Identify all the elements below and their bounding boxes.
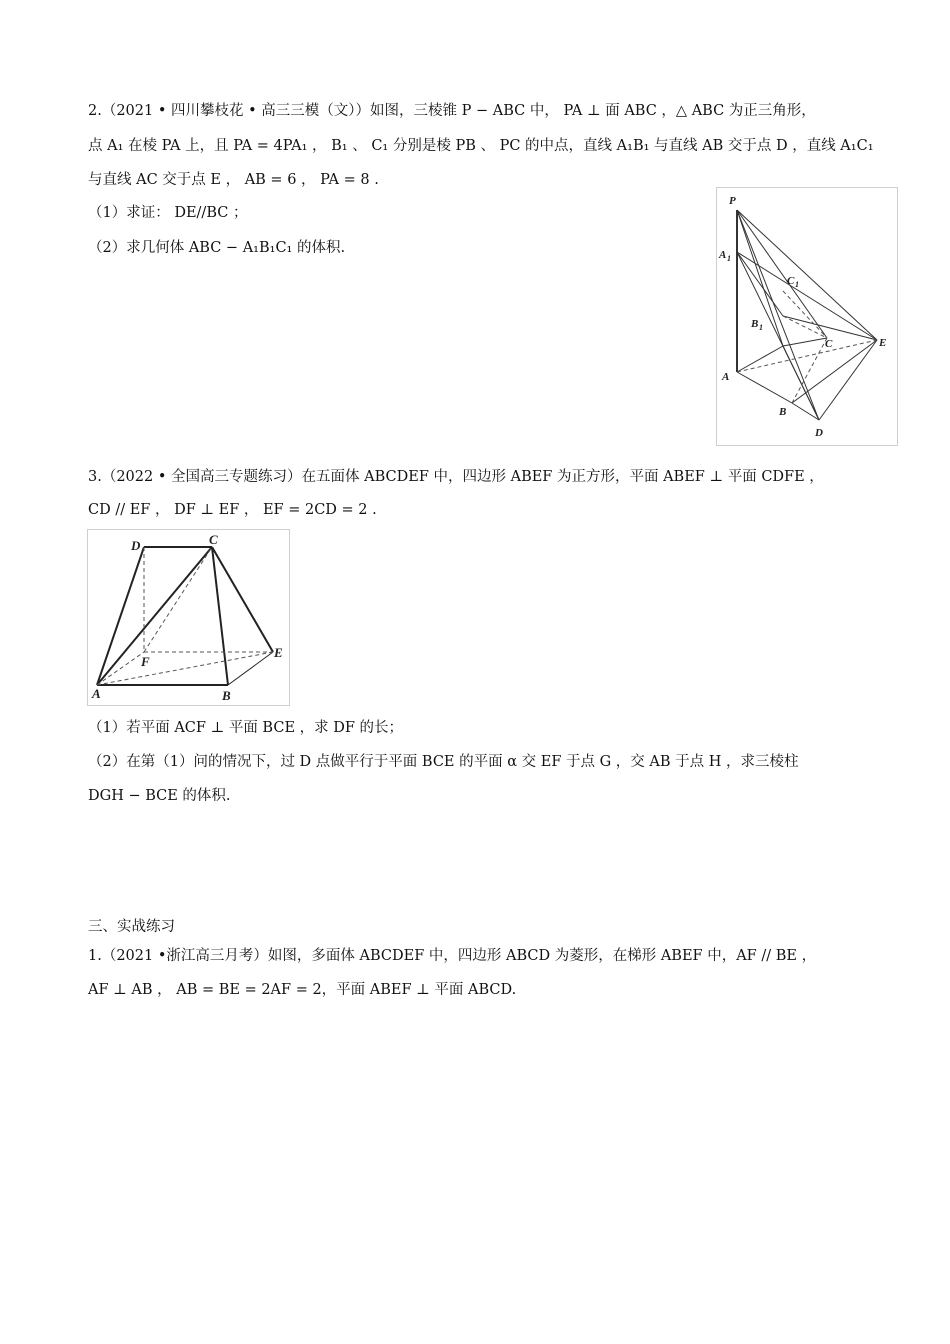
p2-label-C1-sub: 1: [795, 280, 799, 289]
p2-label-A1-sub: 1: [727, 254, 731, 263]
p3-line-2: CD // EF ， DF ⊥ EF ， EF = 2CD = 2 .: [88, 502, 377, 518]
p3-line-last: DGH − BCE 的体积.: [88, 788, 231, 804]
s3-line-2: AF ⊥ AB ， AB = BE = 2AF = 2，平面 ABEF ⊥ 平面 ABCD.: [88, 982, 517, 998]
p2-question-2: （2）求几何体 ABC − A₁B₁C₁ 的体积.: [88, 240, 346, 256]
p3-label-F: F: [141, 654, 150, 669]
p2-label-A1: A: [719, 249, 727, 261]
p3-question-2: （2）在第（1）问的情况下，过 D 点做平行于平面 BCE 的平面 α 交 EF 于点 G ，交 AB 于点 H ，求三棱柱: [88, 754, 799, 770]
p2-label-P: P: [729, 195, 736, 207]
p2-label-B1-sub: 1: [759, 323, 763, 332]
p3-label-E: E: [274, 645, 283, 660]
p3-label-C: C: [209, 532, 218, 547]
p2-line-1: 2.（2021 • 四川攀枝花 • 高三三模（文））如图，三棱锥 P − ABC 中， PA ⊥ 面 ABC ，△ ABC 为正三角形，: [88, 103, 816, 119]
p3-label-B: B: [222, 688, 231, 703]
p2-label-C1: C: [787, 275, 795, 287]
p3-question-1: （1）若平面 ACF ⊥ 平面 BCE ，求 DF 的长；: [88, 720, 404, 736]
p2-label-A: A: [722, 371, 730, 383]
p2-question-1: （1）求证： DE//BC ；: [88, 205, 248, 221]
p3-figure: [87, 529, 290, 706]
p3-label-D: D: [131, 538, 141, 553]
p3-label-A: A: [92, 686, 101, 701]
p3-line-1: 3.（2022 • 全国高三专题练习）在五面体 ABCDEF 中，四边形 ABEF 为正方形，平面 ABEF ⊥ 平面 CDFE ，: [88, 469, 824, 485]
section-heading: 三、实战练习: [88, 919, 175, 935]
p2-figure: [716, 187, 898, 446]
s3-line-1: 1.（2021 •浙江高三月考）如图，多面体 ABCDEF 中，四边形 ABCD 为菱形，在梯形 ABEF 中，AF // BE ，: [88, 948, 817, 964]
p2-label-C: C: [825, 338, 833, 350]
p2-label-D: D: [815, 427, 823, 439]
p2-label-B1: B: [751, 318, 759, 330]
p2-line-3: 与直线 AC 交于点 E ， AB = 6 ， PA = 8 .: [88, 172, 379, 188]
p2-label-E: E: [879, 337, 887, 349]
p2-label-B: B: [779, 406, 787, 418]
p2-line-2: 点 A₁ 在棱 PA 上，且 PA = 4PA₁ ， B₁ 、 C₁ 分别是棱 PB 、 PC 的中点，直线 A₁B₁ 与直线 AB 交于点 D ，直线 A₁C₁: [88, 138, 874, 154]
